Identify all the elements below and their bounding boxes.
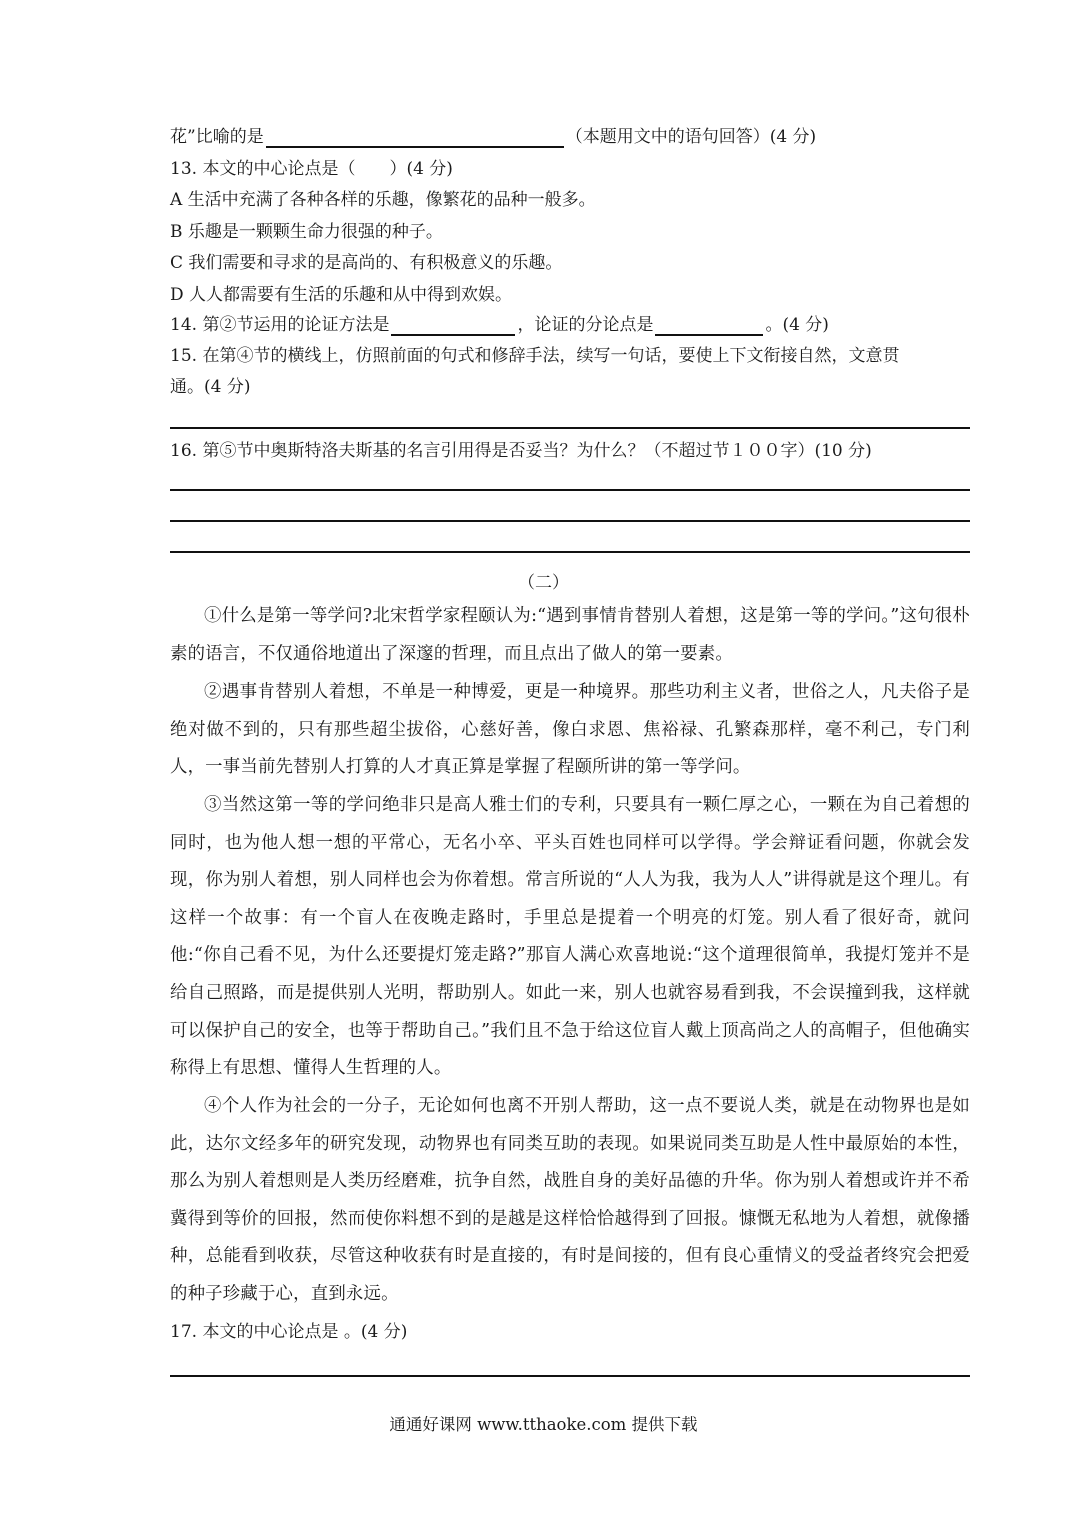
passage-paragraph-2: ②遇事肯替别人着想，不单是一种博爱，更是一种境界。那些功利主义者，世俗之人，凡夫俗子是绝对做不到的，只有那些超尘拔俗，心慈好善，像白求恩、焦裕禄、孔繁森那样，毫不利己，专门利人，一事当前先替别人打算的人才真正算是掌握了程颐所讲的第一等学问。 [170,682,970,778]
q14-blank-method[interactable] [391,318,515,336]
q12-prefix: 花”比喻的是 [170,127,264,147]
q14-question [170,314,970,336]
q15-line1: 15. 在第④节的横线上，仿照前面的句式和修辞手法，续写一句话，要使上下文衔接自然，文意贯 [170,346,900,366]
passage-paragraph-1: ①什么是第一等学问?北宋哲学家程颐认为:“遇到事情肯替别人着想，这是第一等的学问。”这句很朴素的语言，不仅通俗地道出了深邃的哲理，而且点出了做人的第一要素。 [170,606,970,664]
q14-blank-subpoint[interactable] [655,318,763,336]
q16-answer-line-2[interactable] [170,520,970,522]
q14-part2: ，论证的分论点是 [517,315,654,335]
q17-answer-line[interactable] [170,1375,970,1377]
q13-option-d: D 人人都需要有生活的乐趣和从中得到欢娱。 [170,285,513,305]
passage-paragraph-4: ④个人作为社会的一分子，无论如何也离不开别人帮助，这一点不要说人类，就是在动物界也是如此，达尔文经多年的研究发现，动物界也有同类互助的表现。如果说同类互助是人性中最原始的本性，那么为别人着想则是人类历经磨难，抗争自然，战胜自身的美好品德的升华。你为别人着想或许并不希冀得到等价的回报，然而使你料想不到的是越是这样恰恰越得到了回报。慷慨无私地为人着想，就像播种，总能看到收获，尽管这种收获有时是直接的，有时是间接的，但有良心重情义的受益者终究会把爱的种子珍藏于心，直到永远。 [170,1096,970,1304]
q15-line2: 通。(4 分) [170,377,251,397]
footer-text: 通通好课网 www.tthaoke.com 提供下载 [389,1415,698,1434]
q12-suffix: （本题用文中的语句回答）(4 分) [565,127,817,147]
q15-answer-line[interactable] [170,427,970,429]
q13-option-a: A 生活中充满了各种各样的乐趣，像繁花的品种一般多。 [170,190,596,210]
q16-answer-line-3[interactable] [170,551,970,553]
q13-stem: 13. 本文的中心论点是（ ）(4 分) [170,159,453,179]
q12-blank[interactable] [266,130,564,148]
q14-part3: 。(4 分) [765,315,829,335]
q17-question: 17. 本文的中心论点是 。(4 分) [170,1322,408,1342]
passage-paragraph-3: ③当然这第一等的学问绝非只是高人雅士们的专利，只要具有一颗仁厚之心，一颗在为自己着想的同时，也为他人想一想的平常心，无名小卒、平头百姓也同样可以学得。学会辩证看问题，你就会发现，你为别人着想，别人同样也会为你着想。常言所说的“人人为我，我为人人”讲得就是这个理儿。有这样一个故事：有一个盲人在夜晚走路时，手里总是提着一个明亮的灯笼。别人看了很好奇，就问他:“你自己看不见，为什么还要提灯笼走路?”那盲人满心欢喜地说:“这个道理很简单，我提灯笼并不是给自己照路，而是提供别人光明，帮助别人。如此一来，别人也就容易看到我，不会误撞到我，这样就可以保护自己的安全，也等于帮助自己。”我们且不急于给这位盲人戴上顶高尚之人的高帽子，但他确实称得上有思想、懂得人生哲理的人。 [170,795,970,1079]
q12-answer-line [170,126,970,148]
q13-option-b: B 乐趣是一颗颗生命力很强的种子。 [170,222,443,242]
q16-answer-line-1[interactable] [170,489,970,491]
q16-question: 16. 第⑤节中奥斯特洛夫斯基的名言引用得是否妥当？为什么？（不超过节１００字）(10 分) [170,441,872,461]
section-heading: （二） [518,573,569,593]
q14-part1: 14. 第②节运用的论证方法是 [170,315,390,335]
q13-option-c: C 我们需要和寻求的是高尚的、有积极意义的乐趣。 [170,253,563,273]
